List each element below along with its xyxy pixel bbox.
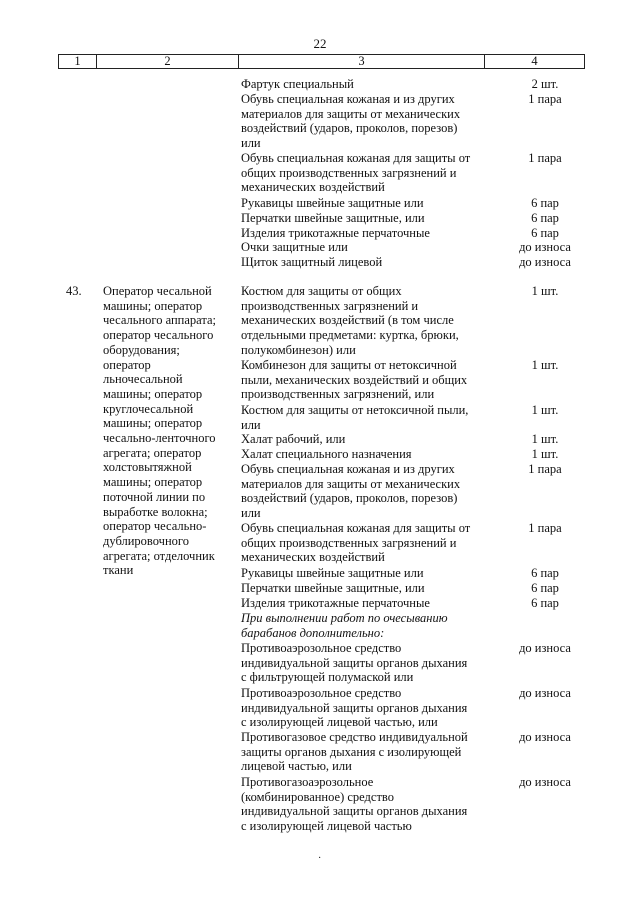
item-text: Халат рабочий, или [241,432,346,446]
item-text: Противоаэрозольное средство индивидуальной защиты органов дыхания с изолирующей лицевой частью, или [241,686,468,730]
page-number: 22 [313,36,327,51]
item-text: Комбинезон для защиты от нетоксичной пыли, механических воздействий и общих производственных загрязнений, или [241,358,468,402]
item-qty: 6 пар [531,226,559,240]
item-text: Изделия трикотажные перчаточные [241,596,430,610]
item-qty: 6 пар [531,596,559,610]
item-qty: 1 пара [528,521,562,535]
item-qty: 1 пара [528,151,562,165]
item-qty: 1 шт. [531,358,559,372]
item-text: Противогазовое средство индивидуальной защиты органов дыхания с изолирующей лицевой частью, или [241,730,468,774]
item-qty: 1 шт. [531,432,559,446]
item-text: Фартук специальный [241,77,354,91]
item-text: Костюм для защиты от общих производственных загрязнений и механических воздействий (в том числе отдельными предметами: куртка, брюки, полукомбинезон) или [241,284,459,357]
item-text: Костюм для защиты от нетоксичной пыли, или [241,403,469,432]
item-qty: 6 пар [531,566,559,580]
item-text: Щиток защитный лицевой [241,255,383,269]
item-qty: до износа [519,686,571,700]
item-qty: 1 пара [528,462,562,476]
column-header-4: 4 [485,55,585,69]
scan-dot: · [318,853,322,864]
item-qty: 1 пара [528,92,562,106]
item-text: Обувь специальная кожаная и из других материалов для защиты от механических воздействий (ударов, проколов, порезов) или [241,462,461,521]
item-qty: 1 шт. [531,403,559,417]
item-text: Очки защитные или [241,240,348,254]
item-text: Перчатки швейные защитные, или [241,211,425,225]
column-header-2: 2 [97,55,239,69]
item-qty: до износа [519,255,571,269]
item-qty: до износа [519,240,571,254]
note-additional: При выполнении работ по очесыванию барабанов дополнительно: [241,611,448,640]
column-header-table [58,54,585,69]
item-qty: до износа [519,730,571,744]
item-text: Рукавицы швейные защитные или [241,566,424,580]
item-qty: 1 шт. [531,447,559,461]
item-qty: до износа [519,641,571,655]
item-qty: 2 шт. [531,77,559,91]
item-qty: 6 пар [531,196,559,210]
item-text: Рукавицы швейные защитные или [241,196,424,210]
item-qty: 1 шт. [531,284,559,298]
item-qty: до износа [519,775,571,789]
item-text: Обувь специальная кожаная для защиты от общих производственных загрязнений и механических воздействий [241,151,471,195]
item-text: Противоаэрозольное средство индивидуальной защиты органов дыхания с фильтрующей полумаской или [241,641,468,685]
item-text: Обувь специальная кожаная для защиты от общих производственных загрязнений и механических воздействий [241,521,471,565]
item-qty: 6 пар [531,581,559,595]
column-header-1: 1 [74,54,81,68]
column-header-3: 3 [239,55,485,69]
profession-name: Оператор чесальной машины; оператор чесального аппарата; оператор чесального оборудования; оператор льночесальной машины; оператор круглочесальной машины; оператор чесально-ленточного агрегата; оператор холстовытяжной машины; оператор поточной линии по выработке волокна; оператор чесально- дублировочного агрегата; отделочник ткани [103,284,216,578]
row-number: 43. [66,284,82,298]
item-qty: 6 пар [531,211,559,225]
item-text: Изделия трикотажные перчаточные [241,226,430,240]
item-text: Халат специального назначения [241,447,412,461]
item-text: Противогазоаэрозольное (комбинированное) средство индивидуальной защиты органов дыхания с изолирующей лицевой частью [241,775,468,834]
item-text: Обувь специальная кожаная и из других материалов для защиты от механических воздействий (ударов, проколов, порезов) или [241,92,461,151]
item-text: Перчатки швейные защитные, или [241,581,425,595]
